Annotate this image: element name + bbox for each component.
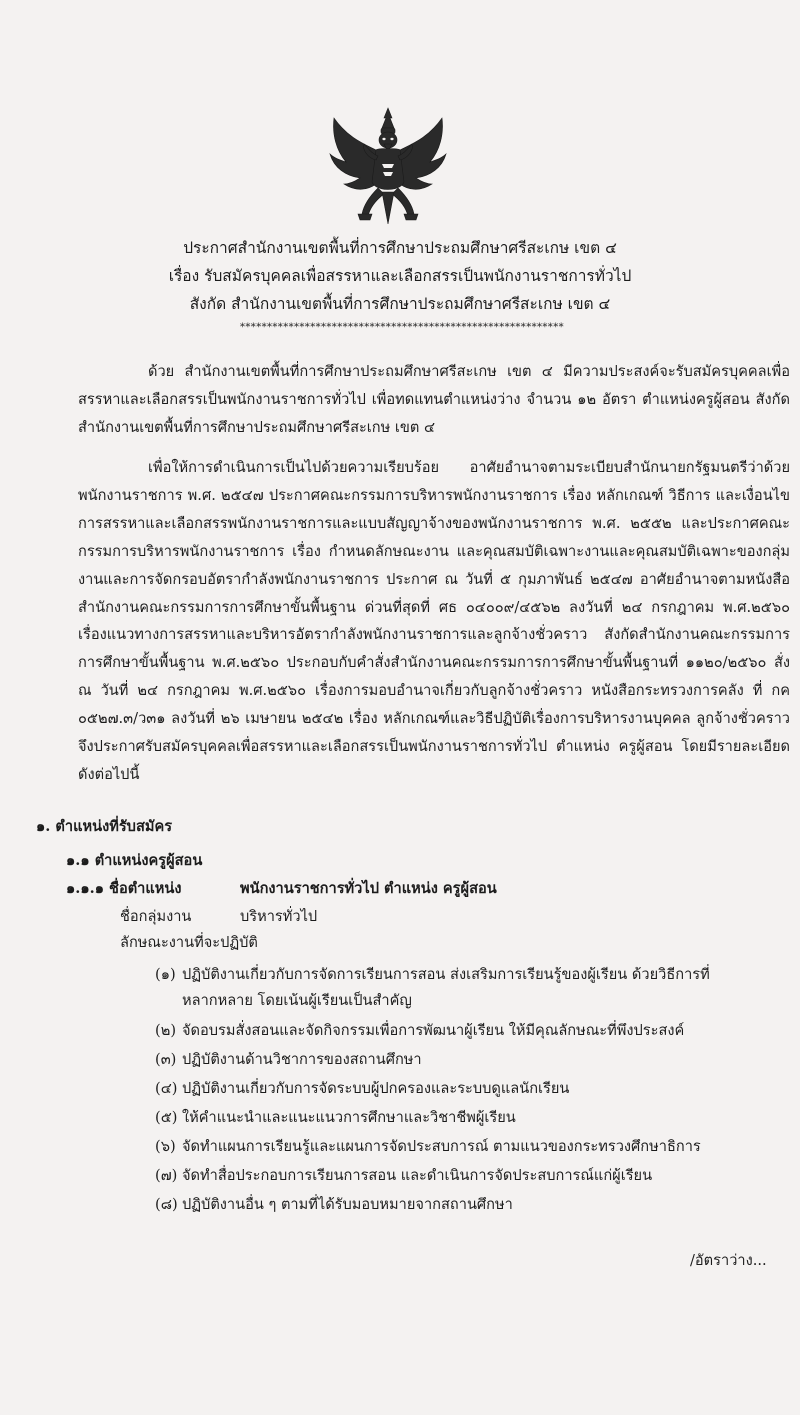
- group-label: ชื่อกลุ่มงาน: [120, 908, 192, 925]
- duty-item: [155, 1105, 795, 1131]
- subsection-heading: ๑.๑ ตำแหน่งครูผู้สอน: [66, 852, 203, 869]
- duty-number: (๔): [155, 1080, 178, 1097]
- duty-text: จัดทำแผนการเรียนรู้และแผนการจัดประสบการณ์ ตามแนวของกระทรวงศึกษาธิการ: [182, 1138, 701, 1155]
- duty-item: [155, 1047, 795, 1073]
- duty-text: ปฏิบัติงานด้านวิชาการของสถานศึกษา: [182, 1051, 422, 1068]
- intro-paragraph: ด้วย สำนักงานเขตพื้นที่การศึกษาประถมศึกษาศรีสะเกษ เขต ๔ มีความประสงค์จะรับสมัครบุคคลเพื่อสรรหาและเลือกสรรเป็นพนักงานราชการทั่วไป เพื่อทดแทนตำแหน่งว่าง จำนวน ๑๒ อัตรา ตำแหน่งครูผู้สอน สังกัดสำนักงานเขตพื้นที่การศึกษาประถมศึกษาศรีสะเกษ เขต ๔: [78, 363, 790, 436]
- section-heading: ๑. ตำแหน่งที่รับสมัคร: [36, 818, 173, 835]
- duty-item: [155, 1192, 795, 1218]
- header-separator: ************************************************************: [240, 322, 564, 333]
- duty-item: [155, 1134, 795, 1160]
- duty-text: จัดทำสื่อประกอบการเรียนการสอน และดำเนินการจัดประสบการณ์แก่ผู้เรียน: [182, 1167, 653, 1184]
- duty-text: ปฏิบัติงานเกี่ยวกับการจัดการเรียนการสอน ส่งเสริมการเรียนรู้ของผู้เรียน ด้วยวิธีการที่: [182, 966, 710, 983]
- duty-item: [155, 1076, 795, 1102]
- position-value: พนักงานราชการทั่วไป ตำแหน่ง ครูผู้สอน: [240, 880, 497, 897]
- duty-number: (๘): [155, 1196, 178, 1213]
- duties-label: ลักษณะงานที่จะปฏิบัติ: [120, 934, 258, 951]
- duty-item: [155, 1163, 795, 1189]
- duty-text-continued: หลากหลาย โดยเน้นผู้เรียนเป็นสำคัญ: [182, 992, 412, 1009]
- authority-paragraph: เพื่อให้การดำเนินการเป็นไปด้วยความเรียบร้อย อาศัยอำนาจตามระเบียบสำนักนายกรัฐมนตรีว่าด้วยพนักงานราชการ พ.ศ. ๒๕๔๗ ประกาศคณะกรรมการบริหารพนักงานราชการ เรื่อง หลักเกณฑ์ วิธีการ และเงื่อนไขการสรรหาและเลือกสรรพนักงานราชการและแบบสัญญาจ้างของพนักงานราชการ พ.ศ. ๒๕๕๒ และประกาศคณะกรรมการบริหารพนักงานราชการ เรื่อง กำหนดลักษณะงาน และคุณสมบัติเฉพาะงานและคุณสมบัติเฉพาะของกลุ่มงานและการจัดกรอบอัตรากำลังพนักงานราชการ ประกาศ ณ วันที่ ๕ กุมภาพันธ์ ๒๕๔๗ อาศัยอำนาจตามหนังสือสำนักงานคณะกรรมการการศึกษาขั้นพื้นฐาน ด่วนที่สุดที่ ศธ ๐๔๐๐๙/๔๕๖๒ ลงวันที่ ๒๔ กรกฎาคม พ.ศ.๒๕๖๐ เรื่องแนวทางการสรรหาและบริหารอัตรากำลังพนักงานราชการและลูกจ้างชั่วคราว สังกัดสำนักงานคณะกรรมการการศึกษาขั้นพื้นฐาน พ.ศ.๒๕๖๐ ประกอบกับคำสั่งสำนักงานคณะกรรมการการศึกษาขั้นพื้นฐานที่ ๑๑๒๐/๒๕๖๐ สั่ง ณ วันที่ ๒๔ กรกฎาคม พ.ศ.๒๕๖๐ เรื่องการมอบอำนาจเกี่ยวกับลูกจ้างชั่วคราว หนังสือกระทรวงการคลัง ที่ กค ๐๕๒๗.๓/ว๓๑ ลงวันที่ ๒๖ เมษายน ๒๕๔๒ เรื่อง หลักเกณฑ์และวิธีปฏิบัติเรื่องการบริหารงานบุคคล ลูกจ้างชั่วคราว จึงประกาศรับสมัครบุคคลเพื่อสรรหาและเลือกสรรเป็นพนักงานราชการทั่วไป ตำแหน่ง ครูผู้สอน โดยมีรายละเอียดดังต่อไปนี้: [78, 459, 790, 783]
- duty-number: (๗): [155, 1167, 178, 1184]
- position-label: ๑.๑.๑ ชื่อตำแหน่ง: [66, 880, 182, 897]
- duty-number: (๒): [155, 1022, 177, 1039]
- duty-text: ปฏิบัติงานอื่น ๆ ตามที่ได้รับมอบหมายจากสถานศึกษา: [182, 1196, 513, 1213]
- group-value: บริหารทั่วไป: [240, 908, 318, 925]
- duty-number: (๓): [155, 1051, 177, 1068]
- garuda-emblem-icon: [326, 104, 450, 228]
- duty-text: ปฏิบัติงานเกี่ยวกับการจัดระบบผู้ปกครองและระบบดูแลนักเรียน: [182, 1080, 570, 1097]
- duty-number: (๖): [155, 1138, 176, 1155]
- continuation-note: /อัตราว่าง...: [690, 1252, 767, 1269]
- announcement-title: ประกาศสำนักงานเขตพื้นที่การศึกษาประถมศึกษาศรีสะเกษ เขต ๔: [183, 239, 617, 257]
- announcement-affiliation: สังกัด สำนักงานเขตพื้นที่การศึกษาประถมศึกษาศรีสะเกษ เขต ๔: [189, 295, 611, 313]
- duty-number: (๑): [155, 966, 176, 983]
- duty-text: จัดอบรมสั่งสอนและจัดกิจกรรมเพื่อการพัฒนาผู้เรียน ให้มีคุณลักษณะที่พึงประสงค์: [182, 1022, 685, 1039]
- duty-item: [155, 962, 795, 1014]
- duty-text: ให้คำแนะนำและแนะแนวการศึกษาและวิชาชีพผู้เรียน: [182, 1109, 516, 1126]
- duty-number: (๕): [155, 1109, 178, 1126]
- duty-item: [155, 1018, 795, 1044]
- announcement-subject: เรื่อง รับสมัครบุคคลเพื่อสรรหาและเลือกสรรเป็นพนักงานราชการทั่วไป: [168, 267, 632, 285]
